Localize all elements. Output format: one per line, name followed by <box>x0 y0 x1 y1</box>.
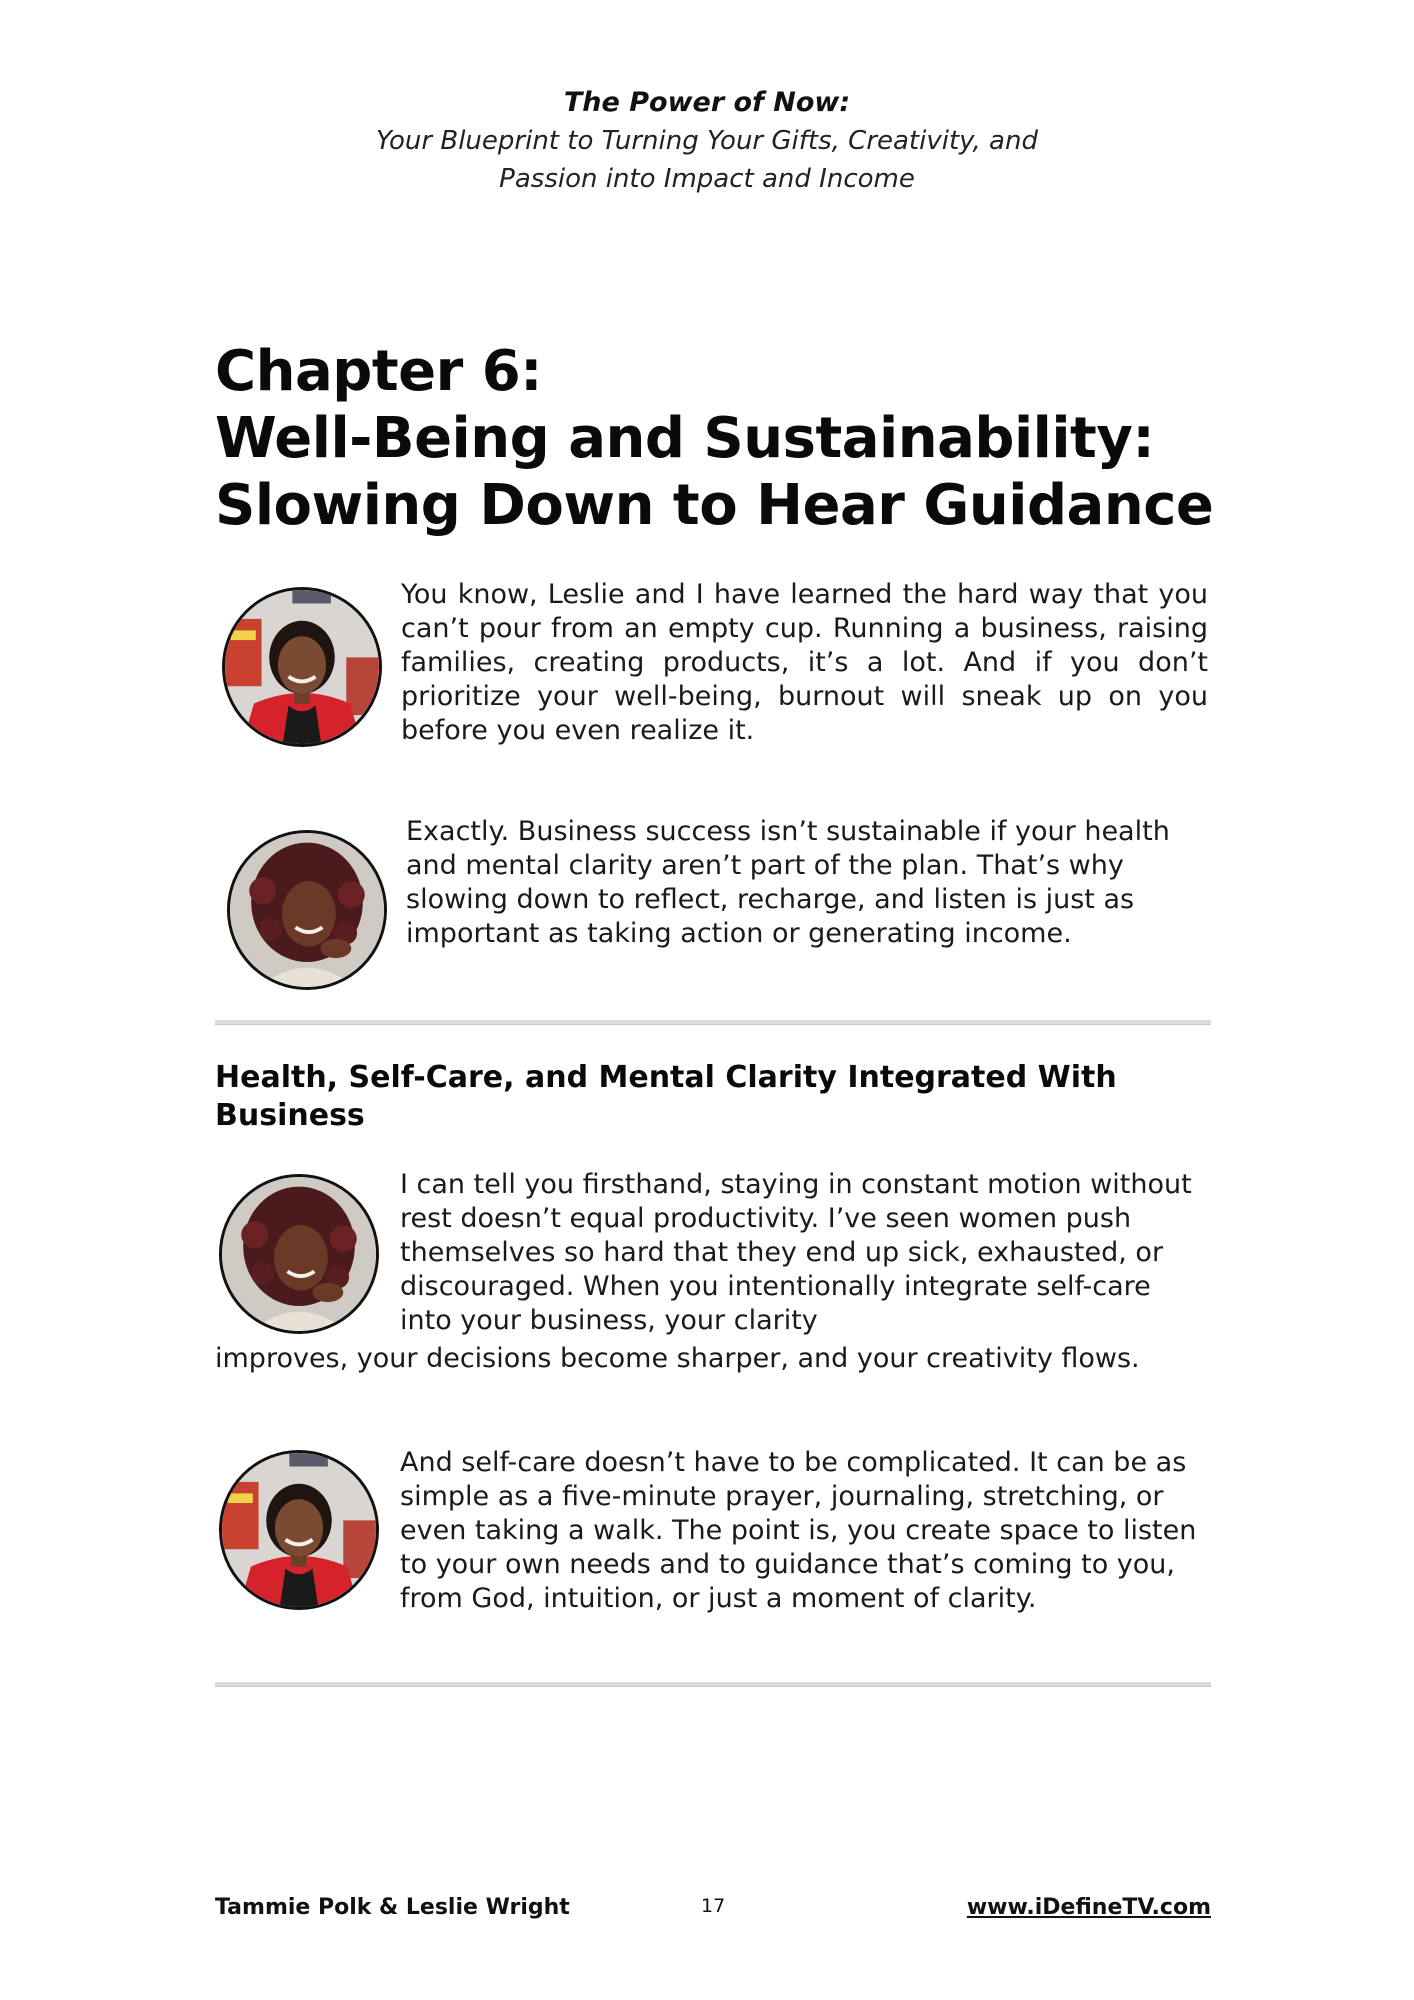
dialogue-paragraph-1: You know, Leslie and I have learned the hard way that you can’t pour from an empty cup. Running a business, raising families, creating products, it’s a lot. And if you don’t prioritize your well-being, burnout will sneak up on you before you even realize it. <box>401 579 1208 746</box>
chapter-title <box>215 338 1215 539</box>
page-number: 17 <box>701 1895 726 1917</box>
running-header <box>0 84 1414 198</box>
section-paragraph-1-continued: improves, your decisions become sharper, and your creativity flows. <box>215 1343 1140 1374</box>
footer-website-link[interactable]: www.iDefineTV.com <box>966 1895 1211 1920</box>
chapter-number: Chapter 6: <box>215 339 543 404</box>
section-paragraph-1-wrapped: I can tell you firsthand, staying in constant motion without rest doesn’t equal productivity. I’ve seen women push themselves so hard that they end up sick, exhausted, or discouraged. When you intentionally integrate self-care into your business, your clarity <box>400 1169 1192 1336</box>
avatar-red-jacket <box>222 587 382 747</box>
section-divider <box>215 1682 1211 1687</box>
chapter-title-line-2: Well-Being and Sustainability: <box>215 406 1155 471</box>
avatar-red-jacket <box>219 1450 379 1610</box>
footer-authors: Tammie Polk & Leslie Wright <box>215 1895 570 1920</box>
dialogue-paragraph-2: Exactly. Business success isn’t sustainable if your health and mental clarity aren’t part of the plan. That’s why slowing down to reflect, recharge, and listen is just as important as taking action or generating income. <box>406 816 1170 949</box>
book-subtitle-line-2: Passion into Impact and Income <box>499 164 915 194</box>
avatar-curly-hair <box>219 1174 379 1334</box>
avatar-curly-hair <box>227 830 387 990</box>
section-heading: Health, Self-Care, and Mental Clarity Integrated With Business <box>215 1060 1117 1133</box>
book-title: The Power of Now: <box>563 87 851 118</box>
section-paragraph-2: And self-care doesn’t have to be complicated. It can be as simple as a five-minute prayer, journaling, stretching, or even taking a walk. The point is, you create space to listen to your own needs and to guidance that’s coming to you, from God, intuition, or just a moment of clarity. <box>400 1447 1197 1614</box>
page-footer <box>215 1895 1211 1935</box>
section-divider <box>215 1020 1211 1025</box>
chapter-title-line-3: Slowing Down to Hear Guidance <box>215 473 1214 538</box>
book-subtitle-line-1: Your Blueprint to Turning Your Gifts, Creativity, and <box>376 126 1038 156</box>
